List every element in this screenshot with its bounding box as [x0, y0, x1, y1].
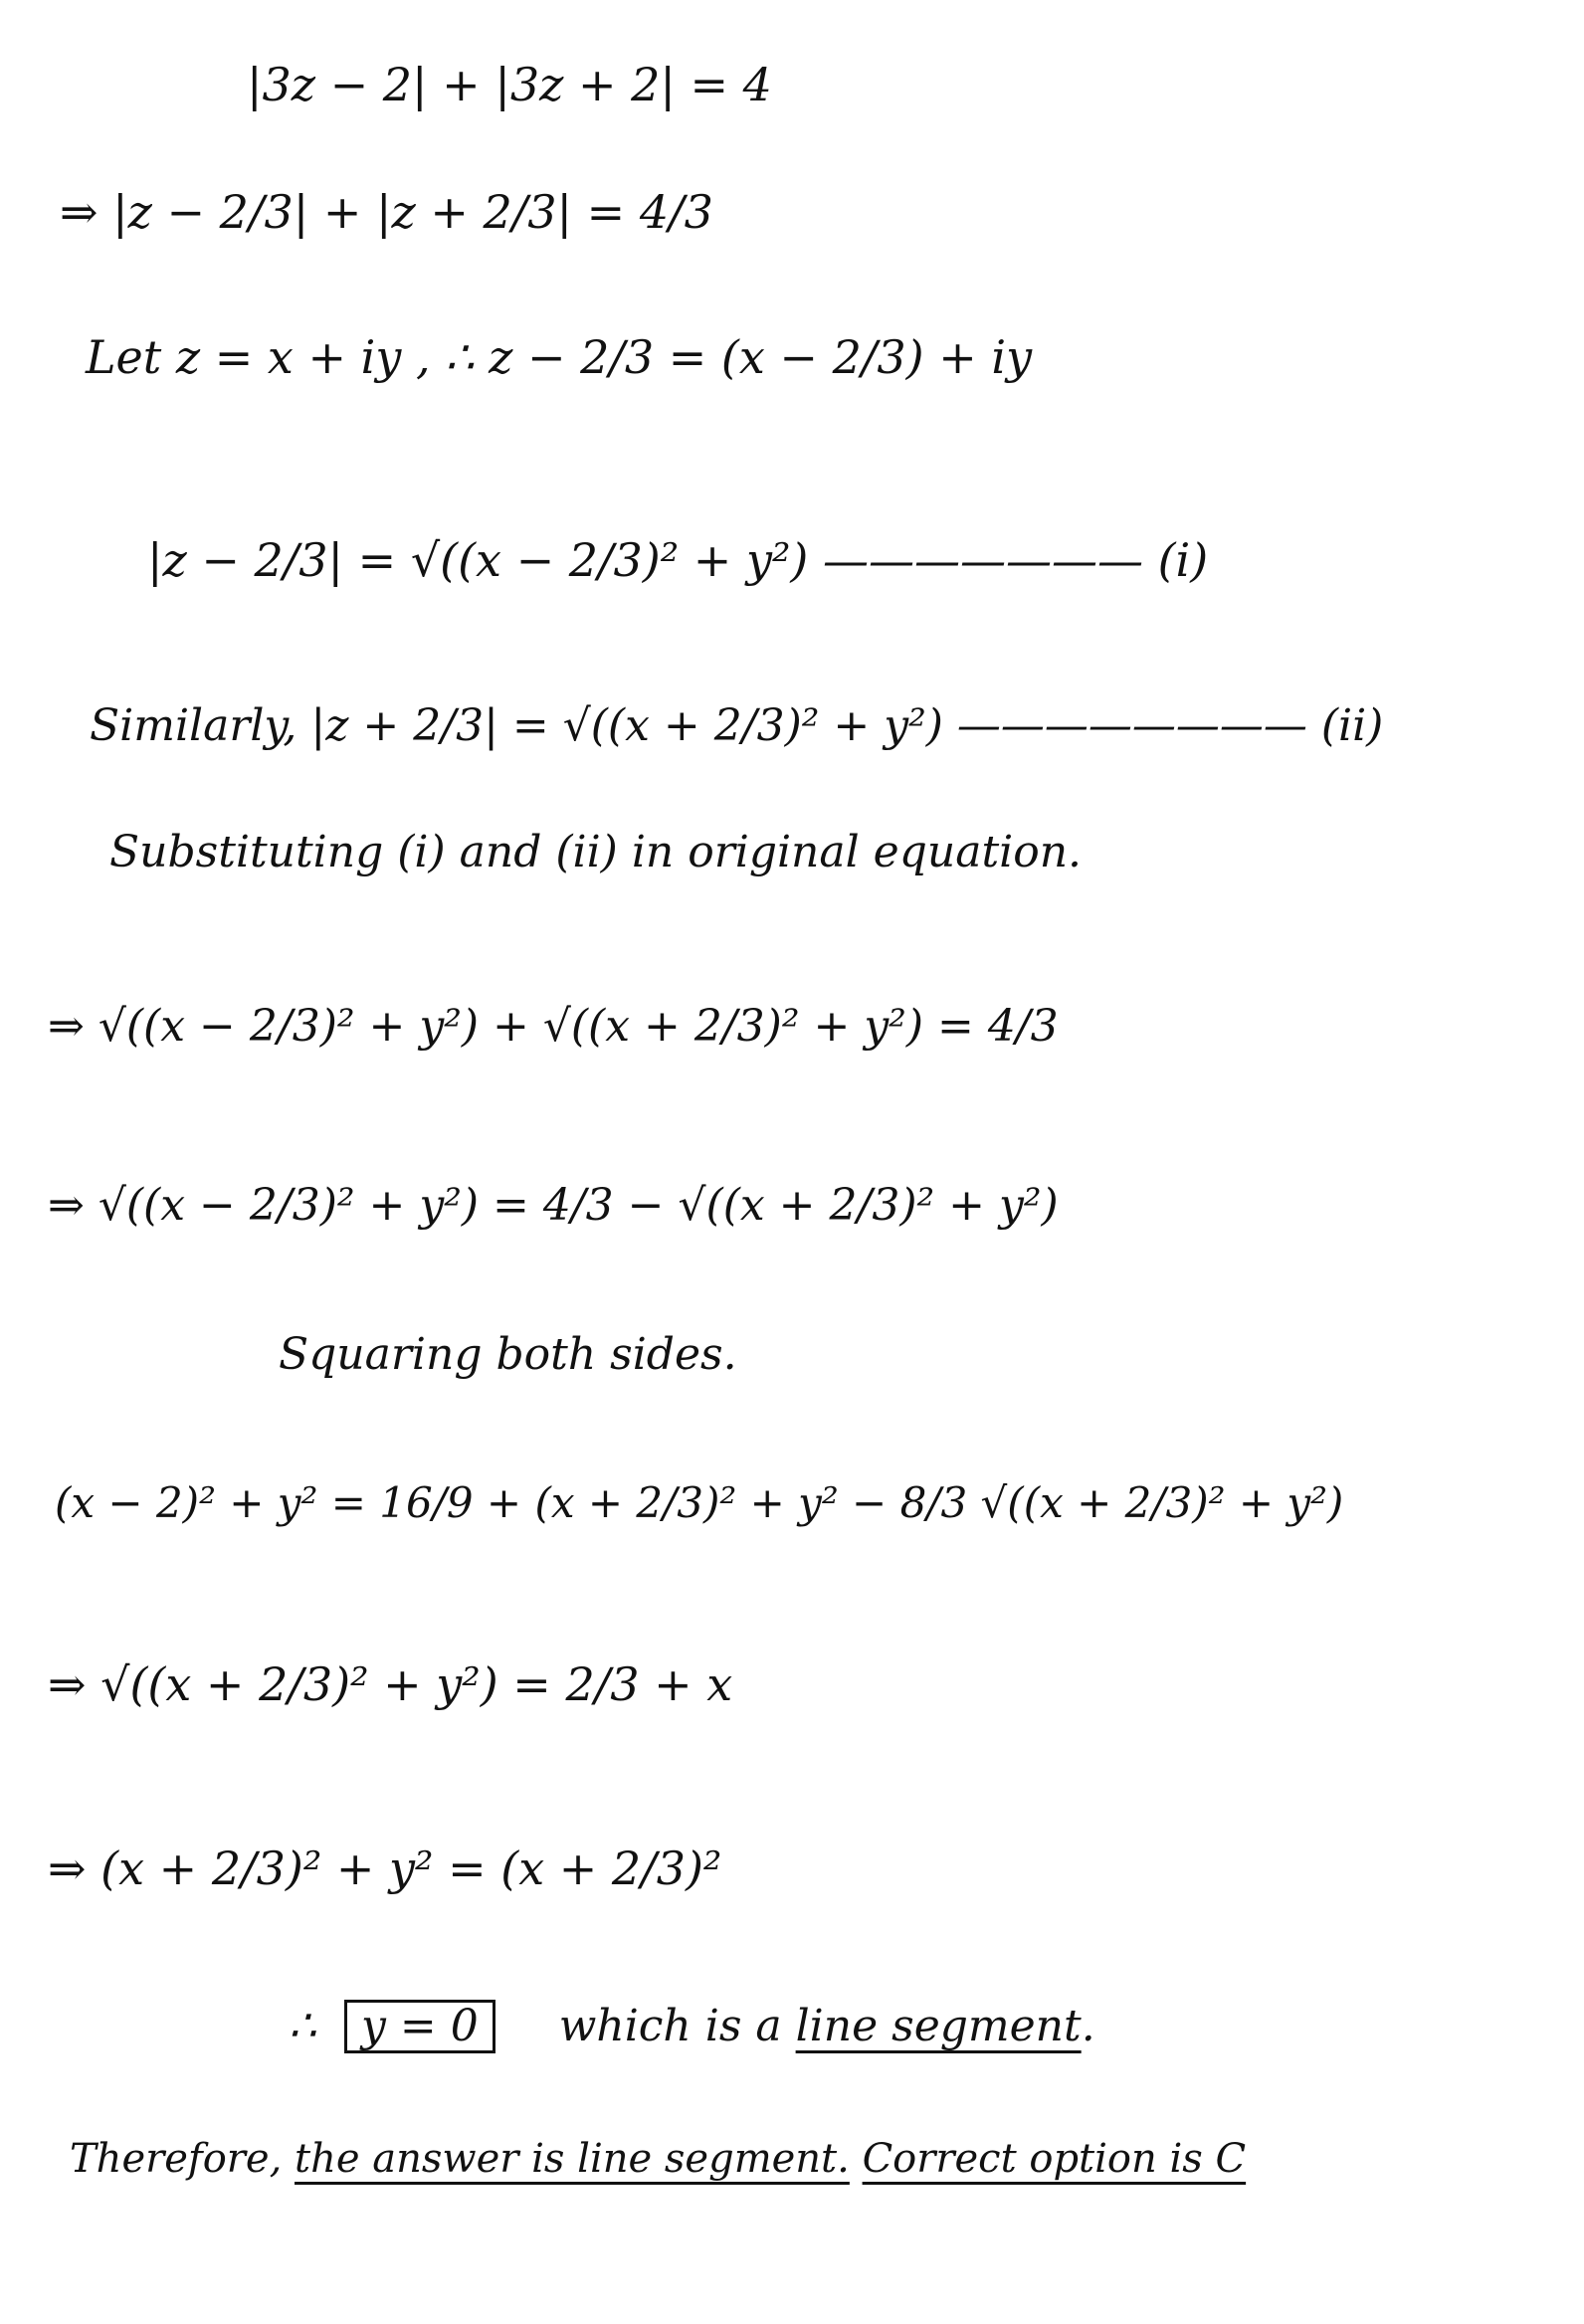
conclusion-underlined: the answer is line segment.: [295, 2136, 850, 2182]
equation-line-6: ⇒ √((x − 2/3)² + y²) + √((x + 2/3)² + y²) = 4/3: [48, 1001, 1059, 1052]
equation-line-1: |3z − 2| + |3z + 2| = 4: [247, 58, 772, 111]
equation-line-8: (x − 2)² + y² = 16/9 + (x + 2/3)² + y² − 8/3 √((x + 2/3)² + y²): [55, 1478, 1344, 1527]
boxed-answer: y = 0: [344, 2000, 495, 2053]
therefore-symbol: ∴: [289, 2001, 316, 2051]
text-substituting: Substituting (i) and (ii) in original equation.: [109, 827, 1083, 877]
equation-line-3: Let z = x + iy , ∴ z − 2/3 = (x − 2/3) + iy: [86, 330, 1033, 384]
result-text: which is a line segment.: [558, 2001, 1095, 2051]
result-line: [289, 2000, 1095, 2053]
conclusion-lead: Therefore,: [70, 2136, 296, 2182]
equation-line-5: Similarly, |z + 2/3| = √((x + 2/3)² + y²) ———————— (ii): [90, 700, 1384, 751]
equation-line-4: |z − 2/3| = √((x − 2/3)² + y²) ——————— (i): [147, 533, 1209, 587]
correct-option: Correct option is C: [862, 2136, 1247, 2182]
equation-line-9: ⇒ √((x + 2/3)² + y²) = 2/3 + x: [48, 1657, 733, 1711]
equation-line-7: ⇒ √((x − 2/3)² + y²) = 4/3 − √((x + 2/3)² + y²): [48, 1180, 1059, 1231]
text-squaring: Squaring both sides.: [279, 1329, 737, 1380]
conclusion-line: [70, 2136, 1247, 2182]
equation-line-2: ⇒ |z − 2/3| + |z + 2/3| = 4/3: [60, 185, 713, 239]
equation-line-10: ⇒ (x + 2/3)² + y² = (x + 2/3)²: [48, 1841, 722, 1895]
